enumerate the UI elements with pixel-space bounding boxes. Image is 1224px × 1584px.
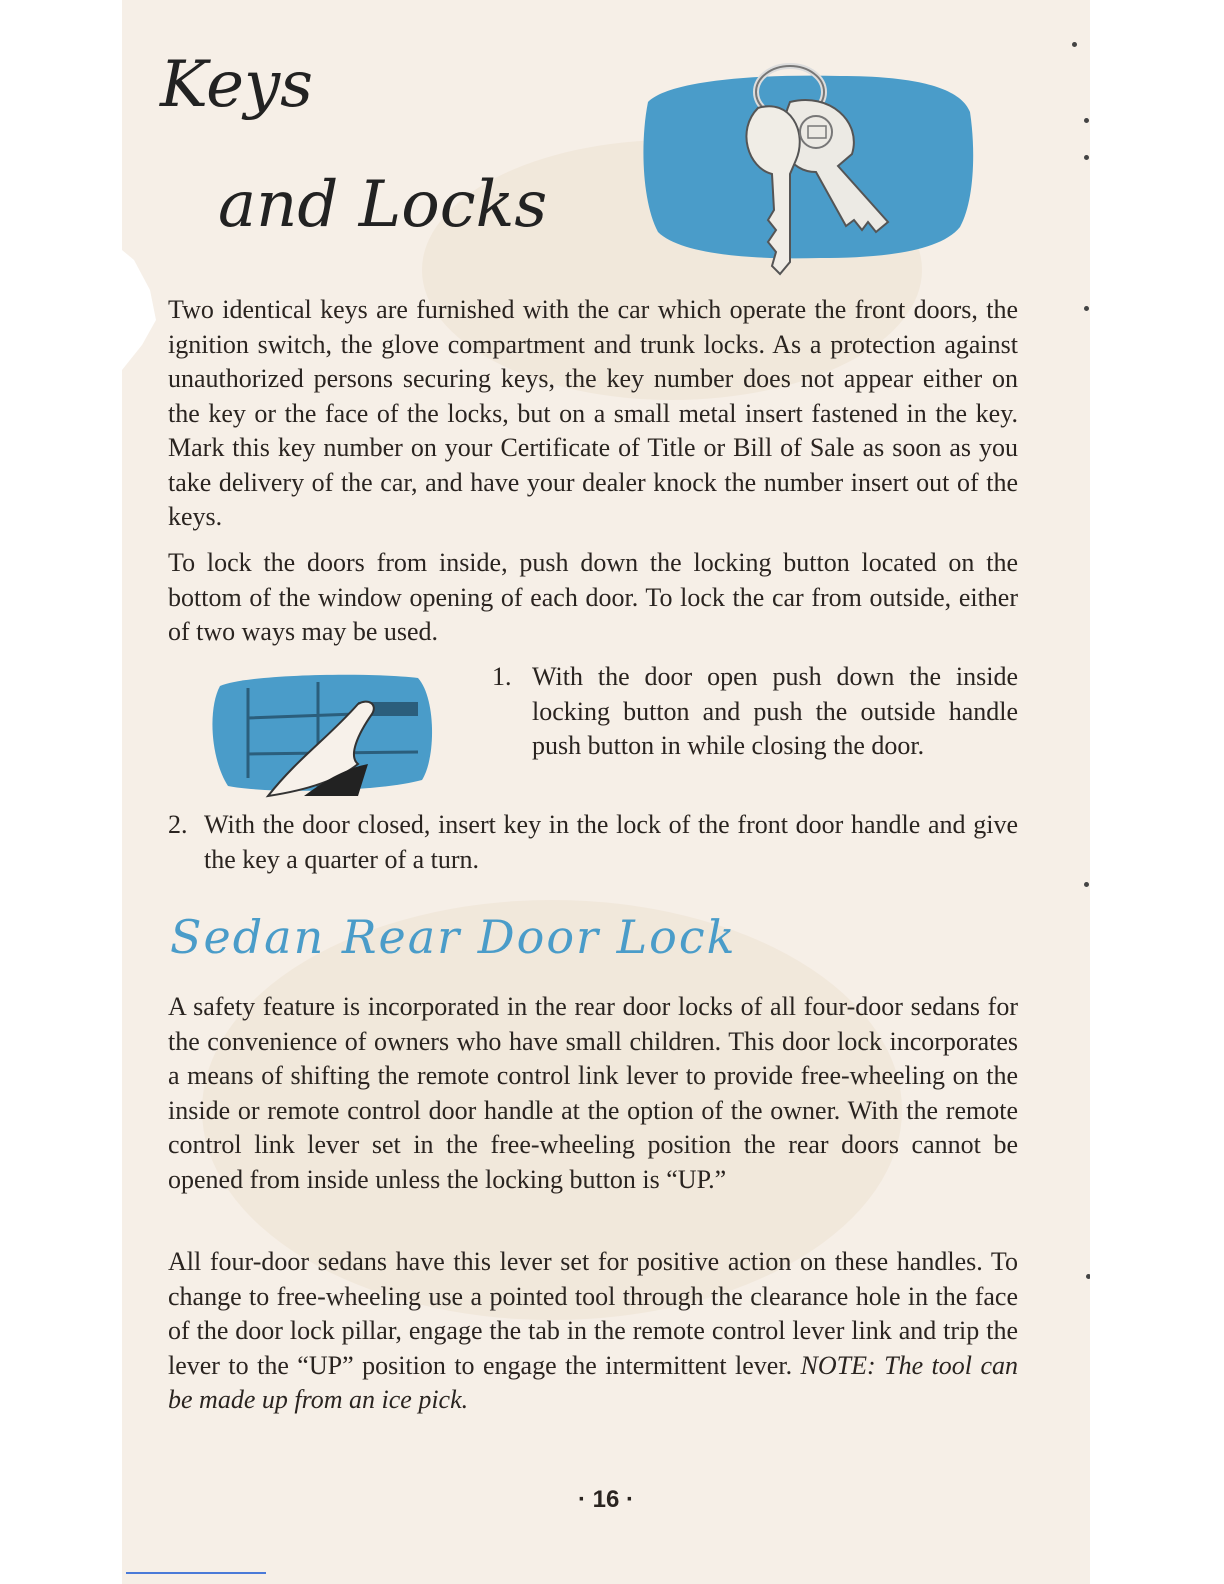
speck — [1084, 306, 1089, 311]
speck — [1072, 42, 1077, 47]
page-number: · 16 · — [577, 1486, 634, 1513]
speck — [1084, 882, 1089, 887]
speck — [1084, 118, 1089, 123]
step-1-number: 1. — [492, 662, 512, 691]
step-2-text: With the door closed, insert key in the lock of the front door handle and give the key a quarter of a turn. — [204, 810, 1018, 874]
sedan-note: NOTE: The tool can be made up from an ice pick. — [168, 1350, 1018, 1414]
manual-page — [122, 0, 1090, 1584]
locking-paragraph: To lock the doors from inside, push down the locking button located on the bottom of the window opening of each door. To lock the car from outside, either of two ways may be used. — [168, 548, 1018, 646]
keys-icon — [640, 62, 976, 282]
step-1-text: With the door open push down the inside locking button and push the outside handle push button in while closing the door. — [532, 662, 1018, 760]
sedan-paragraph-2-text: All four-door sedans have this lever set for positive action on these handles. To change to free-wheeling use a pointed tool through the clearance hole in the face of the door lock pillar, engage the tab in the remote control lever link and trip the lever to the “UP” position to engage the intermittent lever. — [168, 1247, 1018, 1380]
torn-edge — [122, 250, 162, 370]
speck — [1086, 1274, 1090, 1279]
step-2-number: 2. — [168, 810, 188, 839]
sedan-paragraph-1: A safety feature is incorporated in the rear door locks of all four-door sedans for the convenience of owners who have small children. This door lock incorporates a means of shifting the remote control link lever to provide free-wheeling on the inside or remote control door handle at the option of the owner. With the remote control link lever set in the free-wheeling position the rear doors cannot be opened from inside unless the locking button is “UP.” — [168, 992, 1018, 1194]
sedan-paragraph-2 — [168, 1245, 1018, 1418]
edge-line — [126, 1572, 266, 1574]
title-line-2: and Locks — [218, 168, 548, 242]
intro-paragraph: Two identical keys are furnished with the car which operate the front doors, the ignition switch, the glove compartment and trunk locks. As a protection against unauthorized persons securing keys, the key number does not appear either on the key or the face of the locks, but on a small metal insert fastened in the key. Mark this key number on your Certificate of Title or Bill of Sale as soon as you take delivery of the car, and have your dealer knock the number insert out of the keys. — [168, 295, 1018, 531]
sedan-heading: Sedan Rear Door Lock — [170, 910, 737, 964]
hand-door-lock-icon — [208, 668, 438, 798]
title-line-1: Keys — [160, 48, 313, 122]
speck — [1084, 155, 1089, 160]
